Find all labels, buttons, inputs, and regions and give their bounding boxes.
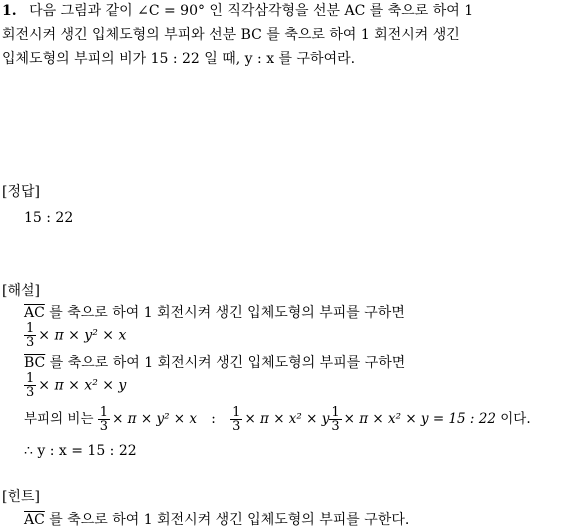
explanation-line-2 (24, 354, 405, 372)
answer-value: 15 : 22 (24, 210, 74, 226)
explanation-header: [해설] (2, 283, 40, 299)
ratio-line (24, 404, 531, 434)
segment-ac: $\overline{AC}$ (24, 305, 45, 321)
hint-header: [힌트] (2, 489, 40, 505)
formula-1-text: × π × y² × x (38, 327, 127, 344)
problem-number: 1. (2, 3, 17, 19)
formula-2 (24, 372, 126, 399)
ratio-separator: : (211, 411, 216, 427)
segment-bc: $\overline{BC}$ (24, 355, 46, 371)
hint-line (24, 511, 409, 529)
ratio-prefix: 부피의 비는 (24, 411, 94, 427)
conclusion: ∴ y : x = 15 : 22 (24, 443, 137, 459)
explanation-line-1 (24, 304, 405, 322)
fraction: $\frac{1}{3}$ (232, 405, 241, 434)
segment-ac: $\overline{AC}$ (24, 512, 45, 528)
fraction: $\frac{1}{3}$ (26, 371, 35, 400)
problem-text-3: 입체도형의 부피의 비가 15 : 22 일 때, y : x 를 구하여라. (2, 51, 356, 67)
answer-header: [정답] (2, 184, 40, 200)
explanation-line-2-text: 를 축으로 하여 1 회전시켜 생긴 입체도형의 부피를 구하면 (45, 355, 406, 371)
explanation-line-1-text: 를 축으로 하여 1 회전시켜 생긴 입체도형의 부피를 구하면 (44, 305, 405, 321)
fraction: $\frac{1}{3}$ (26, 321, 35, 350)
ratio-b: × π × x² × y (244, 411, 330, 427)
ratio-a: × π × y² × x (112, 411, 197, 427)
fraction: $\frac{1}{3}$ (99, 405, 109, 434)
formula-2-text: × π × x² × y (38, 377, 127, 394)
hint-text: 를 축으로 하여 1 회전시켜 생긴 입체도형의 부피를 구한다. (44, 512, 410, 528)
problem-text-2: 회전시켜 생긴 입체도형의 부피와 선분 BC 를 축으로 하여 1 회전시켜 생긴 (2, 27, 460, 43)
ratio-c: × π × x² × y = 15 : 22 (343, 411, 496, 427)
problem-text-1: 다음 그림과 같이 ∠C = 90° 인 직각삼각형을 선분 AC 를 축으로 하여 1 (29, 3, 474, 19)
fraction: $\frac{1}{3}$ (331, 405, 340, 434)
problem-line-1 (2, 2, 473, 20)
formula-1 (24, 322, 126, 349)
ratio-suffix: 이다. (500, 411, 531, 427)
